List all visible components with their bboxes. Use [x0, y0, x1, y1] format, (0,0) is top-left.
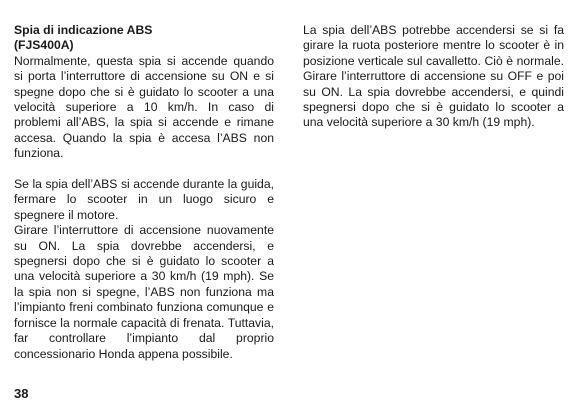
left-column	[14, 23, 274, 362]
right-column	[303, 23, 564, 131]
abs-riding-paragraph: Se la spia dell’ABS si accende durante la guida, fermare lo scooter in un luogo sicuro e spegnere il motore.	[14, 177, 274, 222]
abs-stand-paragraph: La spia dell’ABS potrebbe accendersi se si fa girare la ruota posteriore mentre lo scooter è in posizione verticale sul cavalletto. Ciò è normale. Girare l’interruttore di accensione su OFF e poi su ON. La spia dovrebbe accendersi, e quindi spegnersi dopo che si è guidato lo scooter a una velocità superiore a 30 km/h (19 mph).	[303, 23, 564, 130]
paragraph-gap	[14, 162, 274, 177]
section-heading-model: (FJS400A)	[14, 38, 74, 53]
section-heading: Spia di indicazione ABS	[14, 23, 153, 37]
abs-restart-paragraph: Girare l’interruttore di accensione nuovamente su ON. La spia dovrebbe accendersi, e spegnersi dopo che si è guidato lo scooter a una velocità superiore a 30 km/h (19 mph). Se la spia non si spegne, l’ABS non funziona ma l’impianto freni combinato funziona comunque e fornisce la normale capacità di frenata. Tuttavia, far controllare l’impianto dal proprio concessionario Honda appena possibile.	[14, 223, 274, 361]
abs-intro-paragraph: Normalmente, questa spia si accende quando si porta l’interruttore di accensione su ON e si spegne dopo che si è guidato lo scooter a una velocità superiore a 10 km/h. In caso di problemi all’ABS, la spia si accende e rimane accesa. Quando la spia è accesa l’ABS non funziona.	[14, 53, 274, 161]
page-number: 38	[14, 386, 29, 401]
